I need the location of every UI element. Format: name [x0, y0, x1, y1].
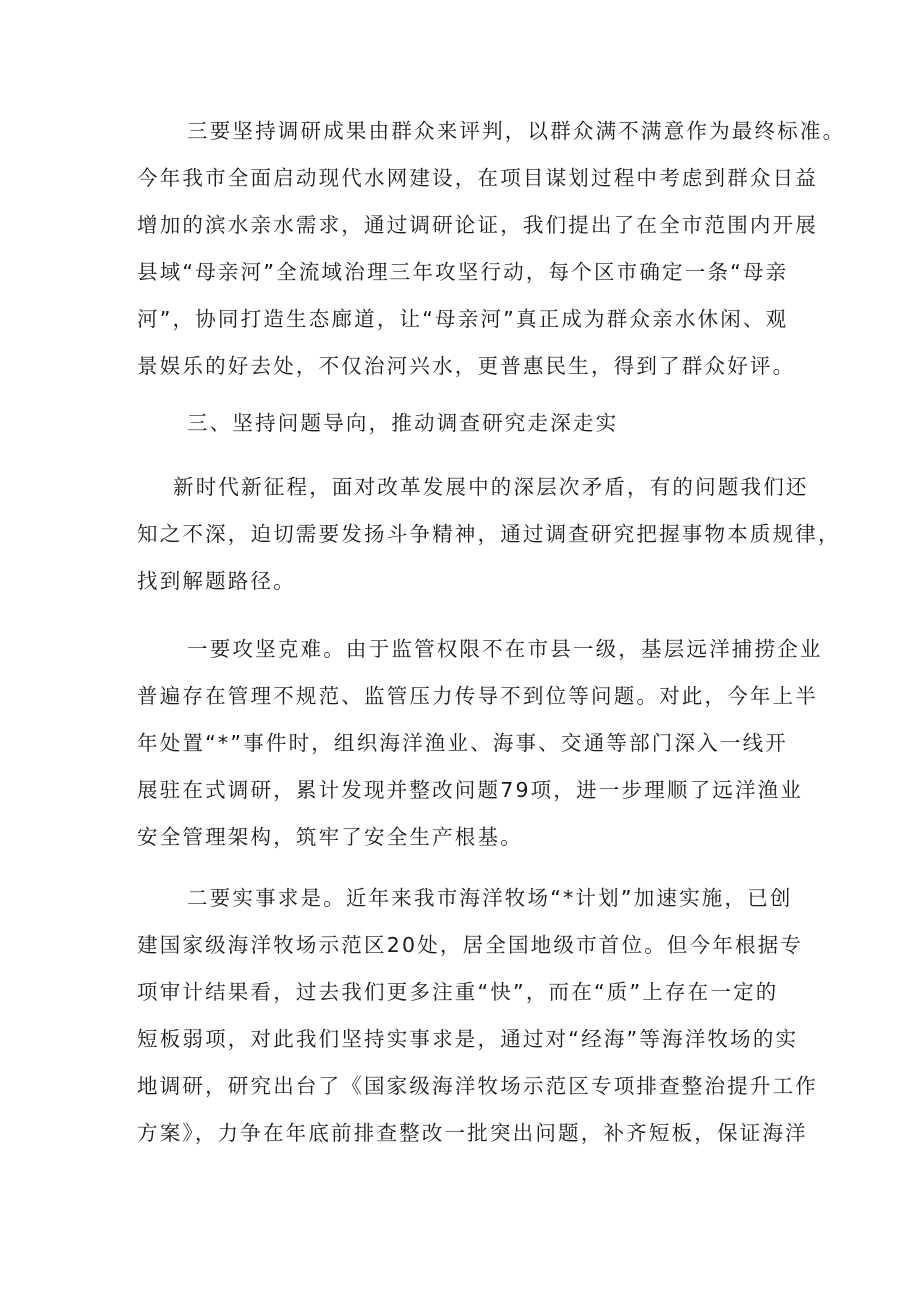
paragraph-line: 找到解题路径。 [137, 569, 296, 593]
paragraph-line: 方案》，力争在年底前排查整改一批突出问题，补齐短板，保证海洋 [137, 1121, 808, 1145]
paragraph-line: 景娱乐的好去处，不仅治河兴水，更普惠民生，得到了群众好评。 [137, 354, 796, 378]
paragraph-line: 二要实事求是。近年来我市海洋牧场“*计划”加速实施，已创 [187, 886, 793, 910]
paragraph-line: 展驻在式调研，累计发现并整改问题79项，进一步理顺了远洋渔业 [137, 778, 804, 802]
paragraph-line: 普遍存在管理不规范、监管压力传导不到位等问题。对此，今年上半 [137, 684, 818, 708]
paragraph-line: 短板弱项，对此我们坚持实事求是，通过对“经海”等海洋牧场的实 [137, 1027, 799, 1051]
paragraph-line: 新时代新征程，面对改革发展中的深层次矛盾，有的问题我们还 [173, 475, 809, 499]
paragraph-line: 县域“母亲河”全流域治理三年攻坚行动，每个区市确定一条“母亲 [137, 260, 789, 284]
paragraph-line: 地调研，研究出台了《国家级海洋牧场示范区专项排查整治提升工作 [137, 1074, 818, 1098]
paragraph-line: 河”，协同打造生态廊道，让“母亲河”真正成为群众亲水休闲、观 [137, 307, 789, 331]
paragraph-line: 项审计结果看，过去我们更多注重“快”，而在“质”上存在一定的 [137, 980, 779, 1004]
paragraph-line: 安全管理架构，筑牢了安全生产根基。 [137, 825, 523, 849]
paragraph-line: 三要坚持调研成果由群众来评判，以群众满不满意作为最终标准。 [187, 119, 846, 143]
section-heading: 三、坚持问题导向，推动调查研究走深走实 [187, 411, 619, 435]
paragraph-line: 建国家级海洋牧场示范区20处，居全国地级市首位。但今年根据专 [137, 933, 804, 957]
paragraph-line: 年处置“*”事件时，组织海洋渔业、海事、交通等部门深入一线开 [137, 731, 788, 755]
paragraph-line: 一要攻坚克难。由于监管权限不在市县一级，基层远洋捕捞企业 [187, 637, 823, 661]
paragraph-line: 知之不深，迫切需要发扬斗争精神，通过调查研究把握事物本质规律， [137, 522, 841, 546]
paragraph-line: 增加的滨水亲水需求，通过调研论证，我们提出了在全市范围内开展 [137, 213, 818, 237]
paragraph-line: 今年我市全面启动现代水网建设，在项目谋划过程中考虑到群众日益 [137, 166, 818, 190]
